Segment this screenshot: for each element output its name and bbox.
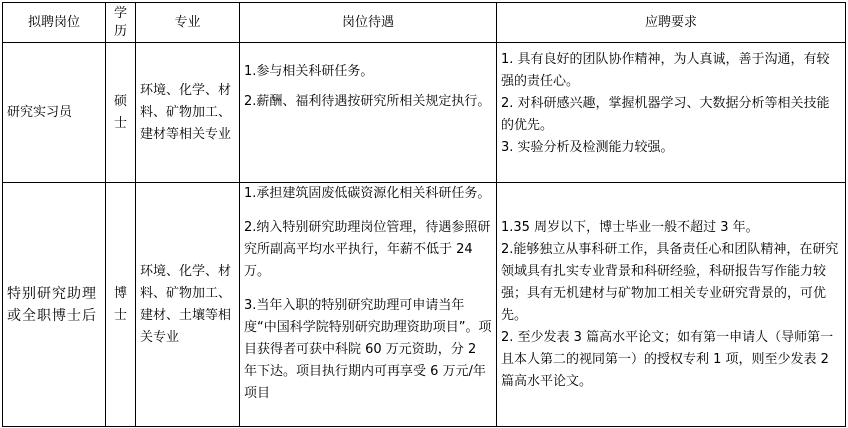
header-row xyxy=(3,3,846,43)
table-row xyxy=(3,183,846,427)
header-position: 拟聘岗位 xyxy=(3,3,106,43)
requirements-cell xyxy=(497,183,846,427)
position-cell: 特别研究助理或全职博士后 xyxy=(3,183,106,427)
position-cell: 研究实习员 xyxy=(3,43,106,183)
benefit-item: 2.薪酬、福利待遇按研究所相关规定执行。 xyxy=(244,94,491,109)
benefit-item: 1.承担建筑固废低碳资源化相关科研任务。 xyxy=(244,186,491,201)
benefit-item: 2.纳入特别研究助理岗位管理，待遇参照研究所副高平均水平执行，年薪不低于 24 万。 xyxy=(244,220,491,279)
requirement-item: 1. 具有良好的团队协作精神，为人真诚，善于沟通，有较强的责任心。 xyxy=(501,52,830,89)
benefit-item: 1.参与相关科研任务。 xyxy=(244,64,374,79)
degree-cell: 博士 xyxy=(106,183,136,427)
requirement-item: 2.能够独立从事科研工作，具备责任心和团队精神，在研究领域具有扎实专业背景和科研经验，科研报告写作能力较强；具有无机建材与矿物加工相关专业研究背景的，可优先。 xyxy=(501,241,839,323)
requirement-item: 1.35 周岁以下，博士毕业一般不超过 3 年。 xyxy=(501,219,759,235)
requirement-item: 2. 对科研感兴趣，掌握机器学习、大数据分析等相关技能的优先。 xyxy=(501,96,830,133)
recruitment-table xyxy=(2,2,846,427)
table-row xyxy=(3,43,846,183)
header-major: 专业 xyxy=(136,3,240,43)
requirement-item: 2. 至少发表 3 篇高水平论文；如有第一申请人（导师第一且本人第二的视同第一）的授权专利 1 项，则至少发表 2 篇高水平论文。 xyxy=(501,329,834,389)
degree-cell: 硕士 xyxy=(106,43,136,183)
major-cell: 环境、化学、材料、矿物加工、建材等相关专业 xyxy=(136,43,240,183)
header-benefits: 岗位待遇 xyxy=(240,3,497,43)
header-degree: 学历 xyxy=(106,3,136,43)
benefits-cell xyxy=(240,183,497,427)
benefit-item: 3.当年入职的特别研究助理可申请当年度“中国科学院特别研究助理资助项目”。项目获得者可获中科院 60 万元资助，分 2 年下达。项目执行期内可再享受 6 万元/年项目 xyxy=(244,298,492,401)
header-requirements: 应聘要求 xyxy=(497,3,846,43)
requirement-item: 3. 实验分析及检测能力较强。 xyxy=(501,140,674,155)
requirements-cell xyxy=(497,43,846,183)
benefits-cell xyxy=(240,43,497,183)
major-cell: 环境、化学、材料、矿物加工、建材、土壤等相关专业 xyxy=(136,183,240,427)
